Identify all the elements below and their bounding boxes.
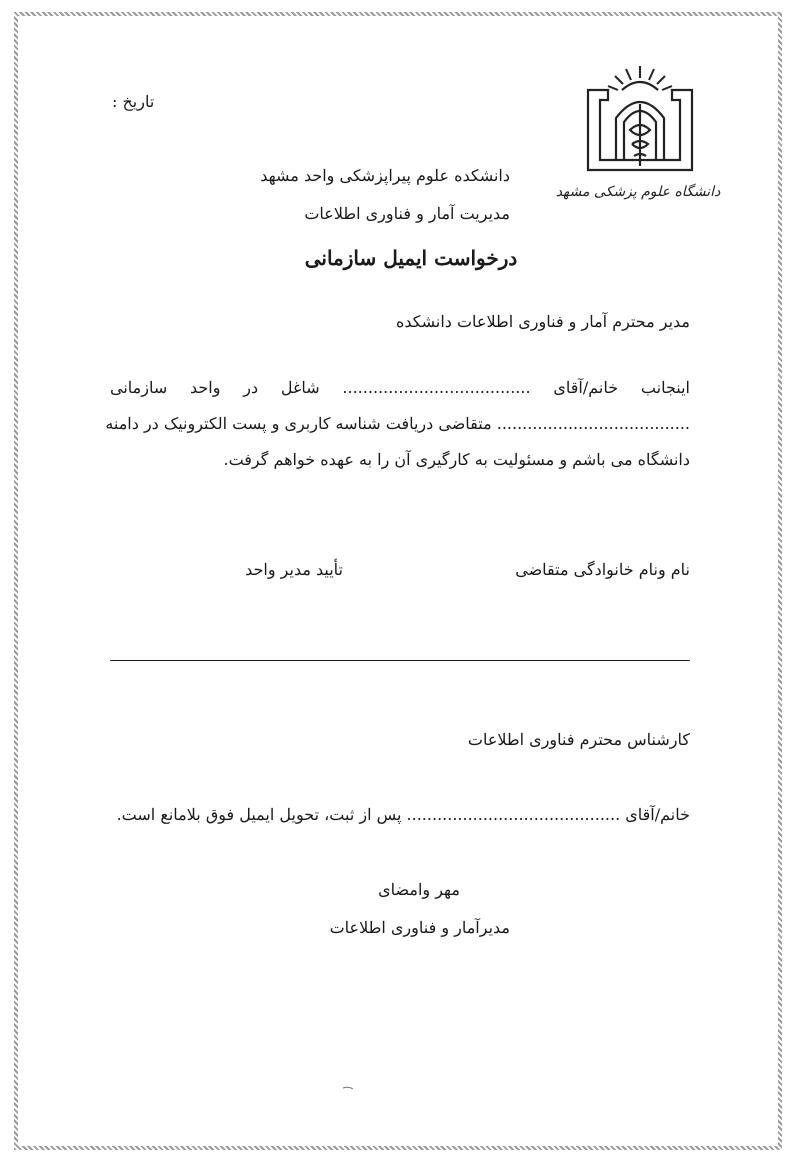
request-line-1: اینجانب خانم/آقای ..................................... شاغل در واحد سازمانی	[110, 378, 690, 397]
document-title: درخواست ایمیل سازمانی	[304, 246, 518, 270]
request-paragraph	[105, 370, 690, 478]
stamp-signature-label: مهر وامضای	[378, 880, 460, 899]
request-line-2: ...................................... متقاضی دریافت شناسه کاربری و پست الکترونیک در دامنه	[105, 414, 690, 433]
date-label: تاریخ :	[112, 92, 155, 111]
it-instruction: خانم/آقای .......................................... پس از ثبت، تحویل ایمیل فوق بلامانع است.	[116, 805, 690, 824]
institution-name: دانشکده علوم پیراپزشکی واحد مشهد	[260, 166, 510, 185]
logo-caption: دانشگاه علوم پزشکی مشهد	[555, 184, 721, 200]
department-name: مدیریت آمار و فناوری اطلاعات	[304, 204, 510, 223]
section-divider	[110, 660, 690, 661]
unit-manager-approval-label: تأیید مدیر واحد	[245, 560, 343, 579]
it-salutation: کارشناس محترم فناوری اطلاعات	[467, 730, 690, 749]
applicant-name-label: نام ونام خانوادگی متقاضی	[515, 560, 690, 579]
university-logo	[555, 60, 721, 210]
director-title: مدیرآمار و فناوری اطلاعات	[329, 918, 510, 937]
scan-mark	[342, 1086, 354, 1090]
request-line-3: دانشگاه می باشم و مسئولیت به کارگیری آن را به عهده خواهم گرفت.	[223, 450, 690, 469]
request-salutation: مدیر محترم آمار و فناوری اطلاعات دانشکده	[395, 312, 690, 331]
